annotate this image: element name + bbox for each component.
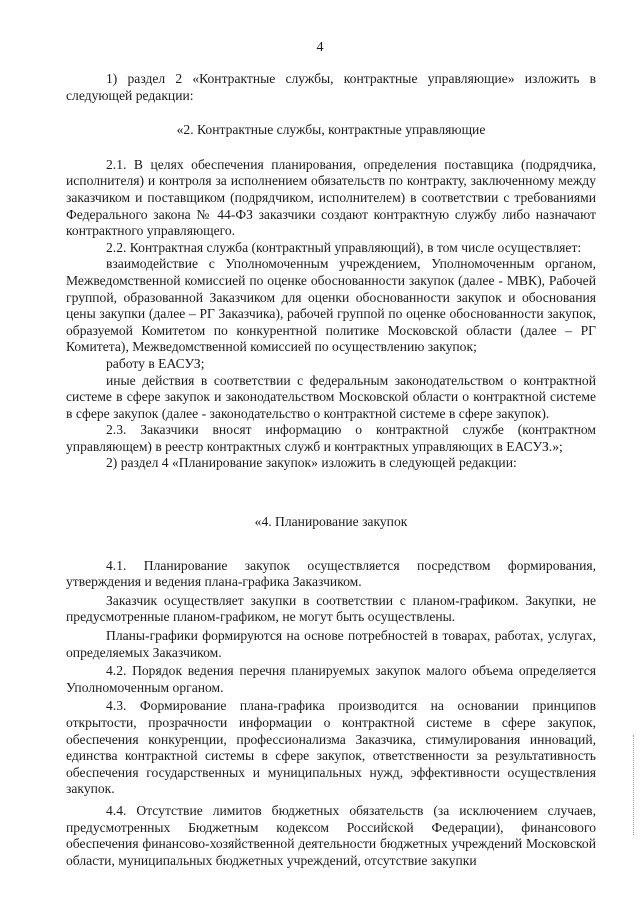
section-4-heading: «4. Планирование закупок — [254, 514, 408, 530]
paragraph-2-2: 2.2. Контрактная служба (контрактный управляющий), в том числе осуществляет: — [106, 239, 582, 255]
paragraph-4-3: 4.3. Формирование плана-графика производится на основании принципов открытости, прозрачности информации о контрактной системе в сфере закупок, обеспечения конкуренции, профессионализма Заказчика, стимулирования инноваций, единства контрактной системы в сфере закупок, ответственности за результативность обеспечения государственных и муниципальных нужд, эффективности осуществления закупок. — [66, 698, 596, 797]
section-2-heading: «2. Контрактные службы, контрактные управляющие — [176, 122, 486, 138]
paragraph-2-1: 2.1. В целях обеспечения планирования, определения поставщика (подрядчика, исполнителя) и контроля за исполнением обязательств по контракту, заключенному между заказчиком и поставщиком (подрядчиком, исполнителем) в соответствии с требованиями Федерального закона № 44-ФЗ заказчики создают контрактную службу либо назначают контрактного управляющего. — [66, 156, 596, 239]
paragraph-4-2: 4.2. Порядок ведения перечня планируемых закупок малого объема определяется Уполномоченным органом. — [66, 663, 596, 695]
paragraph-4-1: 4.1. Планирование закупок осуществляется посредством формирования, утверждения и ведения плана-графика Заказчиком. — [66, 557, 596, 590]
paragraph-4-4: 4.4. Отсутствие лимитов бюджетных обязательств (за исключением случаев, предусмотренных Бюджетным кодексом Российской Федерации), финансового обеспечения финансово-хозяйственной деятельности бюджетных учреждений Московской области, муниципальных бюджетных учреждений, отсутствие закупки — [66, 802, 596, 868]
amendment-intro-2: 2) раздел 4 «Планирование закупок» изложить в следующей редакции: — [106, 455, 517, 471]
page-number: 4 — [316, 40, 324, 55]
paragraph-2-2-easuz: работу в ЕАСУЗ; — [106, 355, 205, 371]
paragraph-2-3: 2.3. Заказчики вносят информацию о контрактной службе (контрактном управляющем) в реестр контрактных служб и контрактных управляющих в ЕАСУЗ.»; — [66, 422, 596, 454]
document-body — [66, 71, 596, 869]
scan-edge-mark — [633, 735, 636, 835]
paragraph-4-1-schedule: Заказчик осуществляет закупки в соответствии с планом-графиком. Закупки, не предусмотренные планом-графиком, не могут быть осуществлены. — [66, 592, 596, 625]
paragraph-2-2-other: иные действия в соответствии с федеральным законодательством о контрактной системе в сфере закупок и законодательством Московской области о контрактной системе в сфере закупок (далее - законодательство о контрактной системе в сфере закупок). — [66, 372, 596, 421]
paragraph-2-2-interaction: взаимодействие с Уполномоченным учреждением, Уполномоченным органом, Межведомственной комиссией по оценке обоснованности закупок (далее - МВК), Рабочей группой, образованной Заказчиком для оценки обоснованности закупок и обоснования цены закупки (далее – РГ Заказчика), рабочей группой по оценке обоснованности закупок, образуемой Комитетом по конкурентной политике Московской области (далее – РГ Комитета), Межведомственной комиссией по осуществлению закупок; — [66, 256, 596, 355]
paragraph-4-1-needs: Планы-графики формируются на основе потребностей в товарах, работах, услугах, определяемых Заказчиком. — [66, 628, 596, 660]
amendment-intro-1: 1) раздел 2 «Контрактные службы, контрактные управляющие» изложить в следующей редакции: — [66, 71, 596, 103]
